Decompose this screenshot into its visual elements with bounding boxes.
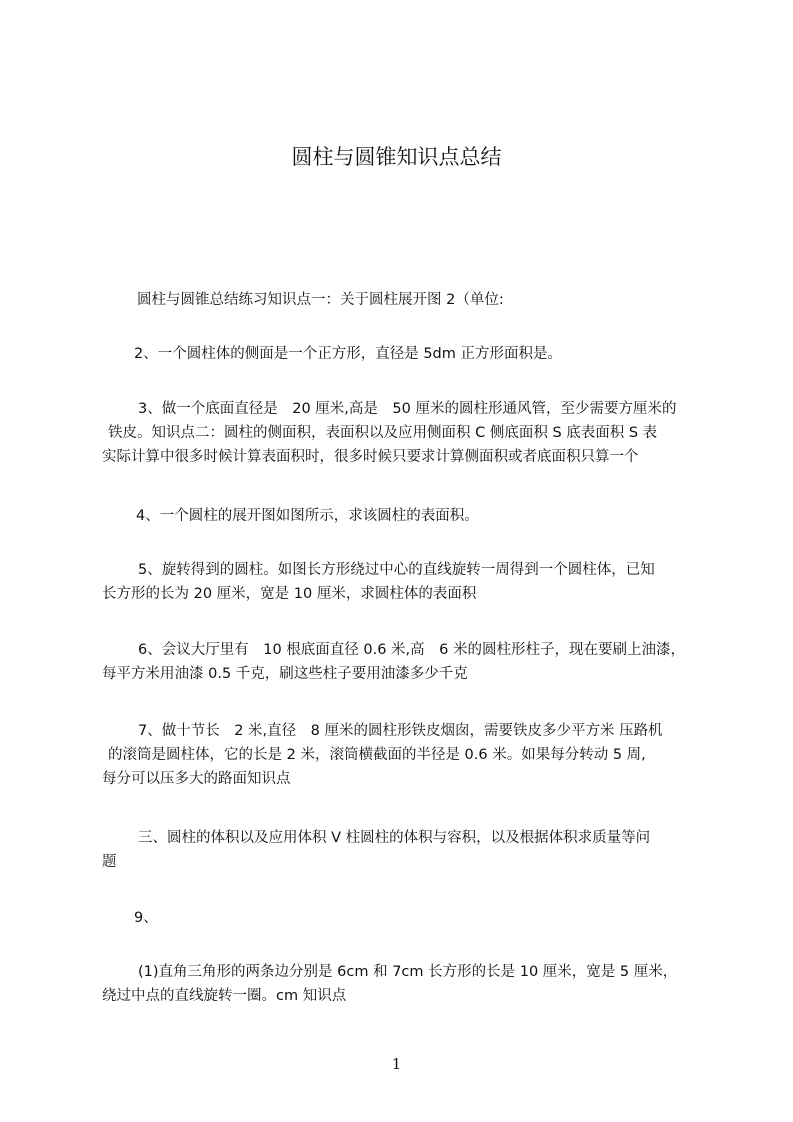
paragraph-line: 铁皮。知识点二：圆柱的侧面积，表面积以及应用侧面积 C 侧底面积 S 底表面积 S 表 [108,425,658,441]
paragraph-line: 的滚筒是圆柱体，它的长是 2 米，滚筒横截面的半径是 0.6 米。如果每分转动 5 周, [108,747,646,763]
paragraph-line: 7、做十节长 2 米,直径 8 厘米的圆柱形铁皮烟囱，需要铁皮多少平方米 压路机 [138,723,663,739]
paragraph-line: (1)直角三角形的两条边分别是 6cm 和 7cm 长方形的长是 10 厘米，宽是 5 厘米， [138,964,678,980]
paragraph-section-3 [102,826,710,874]
paragraph-line: 6、会议大厅里有 10 根底面直径 0.6 米,高 6 米的圆柱形柱子，现在要刷上油漆， [138,642,686,658]
paragraph-line: 3、做一个底面直径是 20 厘米,高是 50 厘米的圆柱形通风管，至少需要方厘米的 [138,401,677,417]
paragraph-line: 9、 [134,910,158,926]
paragraph-question-7 [102,719,710,791]
document-title: 圆柱与圆锥知识点总结 [291,145,502,169]
paragraph-line: 5、旋转得到的圆柱。如图长方形绕过中心的直线旋转一周得到一个圆柱体，已知 [138,562,655,578]
paragraph-question-3 [102,397,710,469]
paragraph-question-9 [134,906,742,930]
paragraph-line: 三、圆柱的体积以及应用体积 V 柱圆柱的体积与容积，以及根据体积求质量等问 [138,830,651,846]
paragraph-question-5 [102,558,710,606]
paragraph-line: 每平方米用油漆 0.5 千克，刷这些柱子要用油漆多少千克 [102,666,468,682]
paragraph-line: 每分可以压多大的路面知识点 [102,771,291,787]
paragraph-question-9-1 [102,960,710,1008]
paragraph-line: 题 [102,854,117,870]
page-number: 1 [391,1055,402,1073]
paragraph-question-6 [102,638,710,686]
paragraph-question-4 [136,504,744,528]
paragraph-line: 实际计算中很多时候计算表面积时，很多时候只要求计算侧面积或者底面积只算一个 [102,449,639,465]
paragraph-line: 绕过中点的直线旋转一圈。cm 知识点 [102,988,347,1004]
paragraph-line: 2、一个圆柱体的侧面是一个正方形，直径是 5dm 正方形面积是。 [134,346,562,362]
paragraph-line: 长方形的长为 20 厘米，宽是 10 厘米，求圆柱体的表面积 [102,586,477,602]
paragraph-line: 圆柱与圆锥总结练习知识点一：关于圆柱展开图 2（单位: [137,292,504,308]
paragraph-question-2 [134,342,742,366]
paragraph-intro [137,288,745,312]
paragraph-line: 4、一个圆柱的展开图如图所示，求该圆柱的表面积。 [136,508,479,524]
